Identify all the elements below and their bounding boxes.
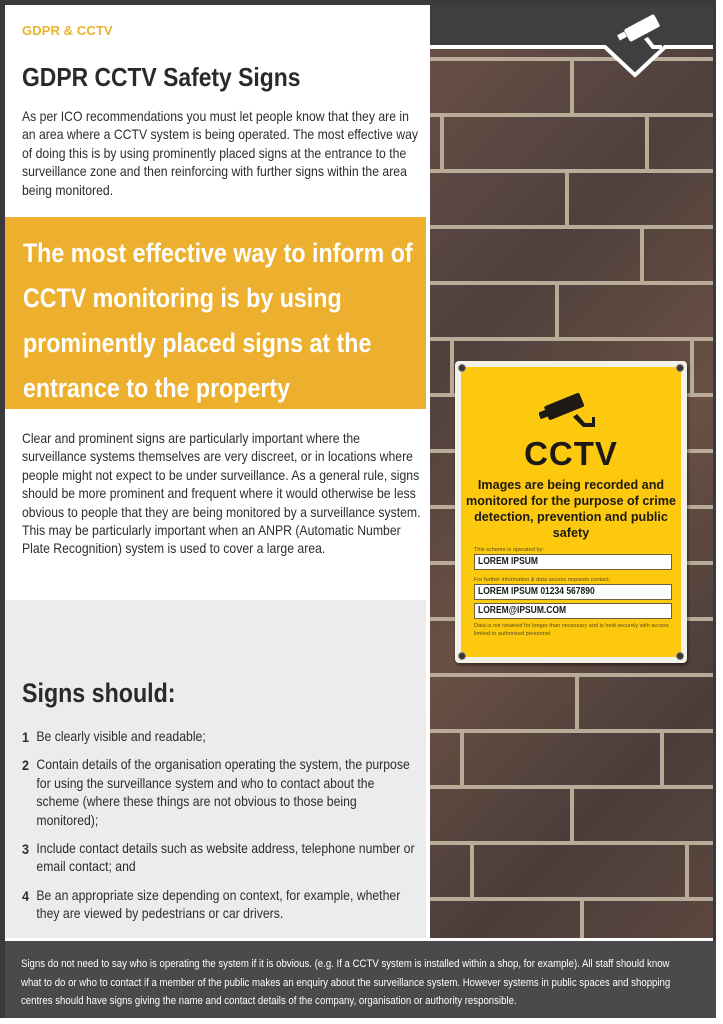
list-number: 2 <box>22 757 30 774</box>
footer-text: Signs do not need to say who is operating the system if it is obvious. (e.g. If a CCTV system is installed within a shop, for example). All staff should know what to do or who to contact if a member of the public makes an enquiry about the surveillance system. However systems in public spaces and shopping centres should have signs giving the name and contact details of the company, organisation or authority responsible. <box>21 958 671 1008</box>
sign-operated-label: This scheme is operated by: <box>474 547 544 553</box>
list-item <box>22 728 418 746</box>
screw-icon <box>676 364 684 372</box>
cctv-camera-icon <box>539 389 603 433</box>
signs-should-list <box>22 728 418 934</box>
body-paragraph: Clear and prominent signs are particularly important where the surveillance systems themselves are very discreet, or in locations where people might not expect to be under surveillance. As a general rule, signs should be more prominent and frequent where it would otherwise be less obvious to people that they are being monitored by a surveillance system. This may be particularly important when an ANPR (Automatic Number Plate Recognition) system is used to cover a large area. <box>22 431 421 557</box>
list-item <box>22 840 418 877</box>
footer-bar <box>0 941 716 1018</box>
sign-operator: LOREM IPSUM <box>478 556 538 567</box>
list-text: Include contact details such as website address, telephone number or email contact; and <box>36 841 415 875</box>
signs-should-panel <box>5 600 426 938</box>
list-item <box>22 756 418 830</box>
sign-operator-field <box>474 554 672 570</box>
signs-should-title: Signs should: <box>22 678 176 708</box>
list-text: Be clearly visible and readable; <box>36 729 206 744</box>
screw-icon <box>458 652 466 660</box>
list-item <box>22 887 418 924</box>
page-title: GDPR CCTV Safety Signs <box>22 62 301 92</box>
left-column <box>5 5 427 938</box>
brick-wall-photo <box>430 5 713 938</box>
screw-icon <box>676 652 684 660</box>
list-text: Be an appropriate size depending on context, for example, whether they are viewed by pedestrians or car drivers. <box>36 887 401 922</box>
list-number: 4 <box>22 887 30 904</box>
sign-heading: CCTV <box>524 435 618 472</box>
sign-footnote: Data is not retained for longer than necessary and is held securely with access limited to authorised personnel <box>474 623 669 637</box>
callout-box <box>5 217 426 409</box>
cctv-sign <box>455 361 687 663</box>
list-number: 3 <box>22 841 30 858</box>
sign-phone: LOREM IPSUM 01234 567890 <box>478 586 595 597</box>
callout-text: The most effective way to inform of CCTV monitoring is by using prominently placed signs at the entrance to the property <box>23 238 413 403</box>
chevron-camera-badge <box>430 5 713 85</box>
sign-email: LOREM@IPSUM.COM <box>478 605 567 616</box>
sign-contact-label: For further information & data access requests contact: <box>474 577 611 583</box>
intro-paragraph: As per ICO recommendations you must let people know that they are in an area where a CCTV system is being operated. The most effective way of doing this is by using prominently placed signs at the entrance to the surveillance zone and then reinforcing with further signs within the area being monitored. <box>22 109 418 198</box>
section-kicker: GDPR & CCTV <box>22 23 113 38</box>
list-number: 1 <box>22 729 30 745</box>
sign-message: Images are being recorded and monitored for the purpose of crime detection, prevention and public safety <box>466 478 676 540</box>
list-text: Contain details of the organisation operating the system, the purpose for using the surveillance system and who to contact about the scheme (where these things are not obvious to those being monitored); <box>36 757 410 828</box>
screw-icon <box>458 364 466 372</box>
sign-phone-field <box>474 584 672 600</box>
sign-email-field <box>474 603 672 619</box>
